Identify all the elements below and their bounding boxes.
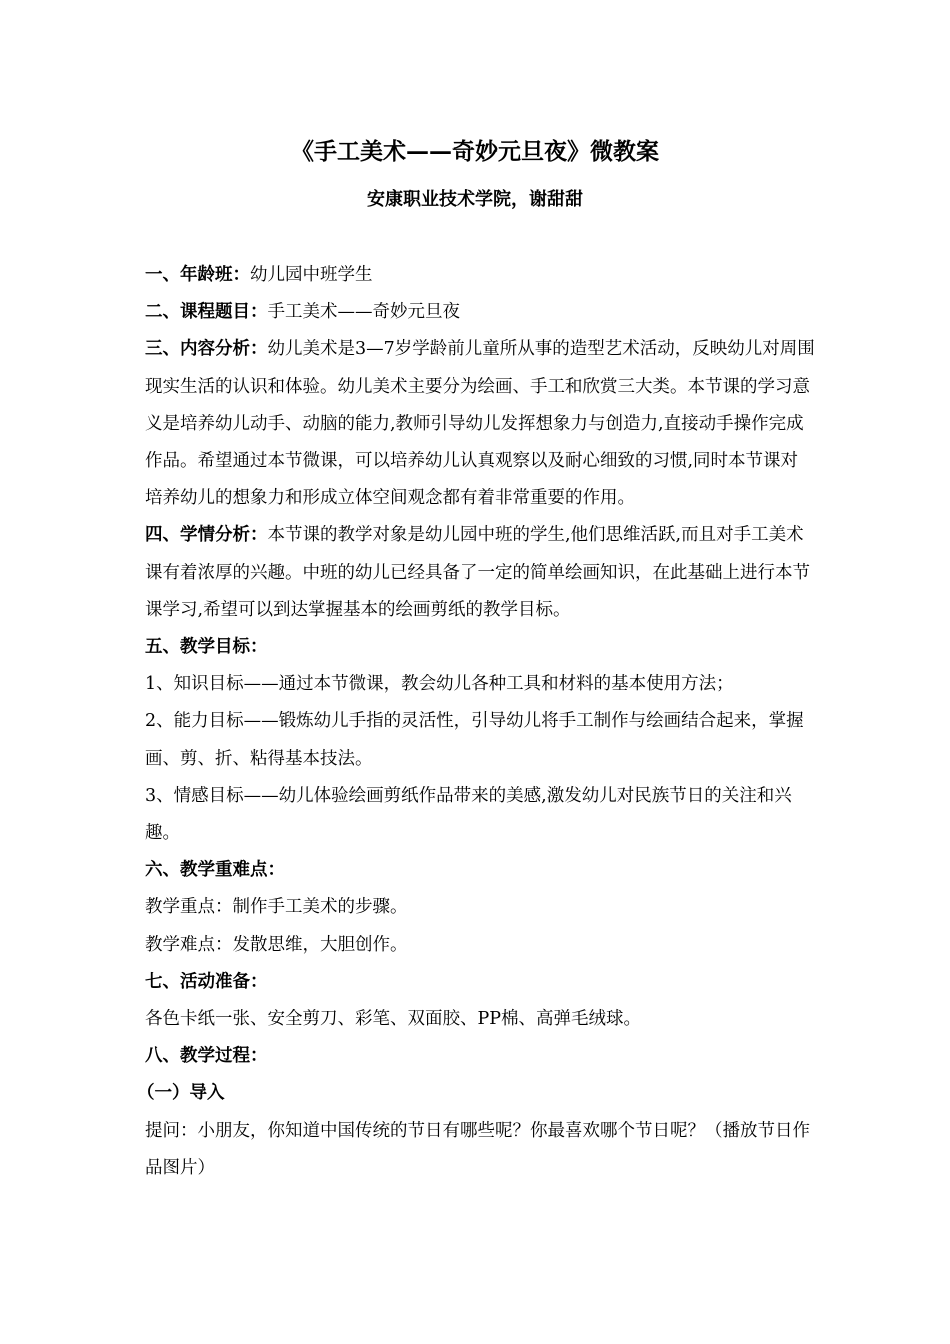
goal-knowledge: 1、知识目标——通过本节微课，教会幼儿各种工具和材料的基本使用方法； — [145, 674, 734, 695]
section-heading-key-points: 六、教学重难点： — [145, 860, 285, 881]
section-heading: 二、课程题目： — [145, 302, 268, 323]
key-point: 教学重点：制作手工美术的步骤。 — [145, 897, 408, 918]
section-heading: 一、年龄班： — [145, 265, 250, 285]
section-text: 本节课的教学对象是幼儿园中班的学生,他们思维活跃,而且对手工美术课有着浓厚的兴趣。中班的幼儿已经具备了一定的简单绘画知识，在此基础上进行本节课学习,希望可以到达掌握基本的绘画剪纸的教学目标。 — [145, 525, 810, 620]
difficult-point: 教学难点：发散思维，大胆创作。 — [145, 934, 408, 955]
section-heading: 三、内容分析： — [145, 339, 268, 360]
goal-emotion: 3、情感目标——幼儿体验绘画剪纸作品带来的美感,激发幼儿对民族节日的关注和兴趣。 — [145, 785, 792, 844]
section-text: 幼儿美术是3—7岁学龄前儿童所从事的造型艺术活动，反映幼儿对周围现实生活的认识和体验。幼儿美术主要分为绘画、手工和欣赏三大类。本节课的学习意义是培养幼儿动手、动脑的能力,教师引导幼儿发挥想象力与创造力,直接动手操作完成作品。希望通过本节微课，可以培养幼儿认真观察以及耐心细致的习惯,同时本节课对培养幼儿的想象力和形成立体空间观念都有着非常重要的作用。 — [145, 339, 815, 509]
introduction-text: 提问：小朋友，你知道中国传统的节日有哪些呢？你最喜欢哪个节日呢？（播放节日作品图片） — [145, 1120, 810, 1178]
section-age-group — [145, 257, 815, 294]
goal-ability: 2、能力目标——锻炼幼儿手指的灵活性，引导幼儿将手工制作与绘画结合起来，掌握画、剪、折、粘得基本技法。 — [145, 711, 804, 769]
section-content-analysis — [145, 331, 815, 517]
section-heading-preparation: 七、活动准备： — [145, 971, 268, 992]
section-learner-analysis — [145, 517, 815, 629]
section-heading-process: 八、教学过程： — [145, 1046, 268, 1067]
section-heading: 四、学情分析： — [145, 525, 268, 546]
section-heading-goals: 五、教学目标： — [145, 637, 268, 658]
section-text: 手工美术——奇妙元旦夜 — [267, 302, 460, 323]
preparation-materials: 各色卡纸一张、安全剪刀、彩笔、双面胶、PP棉、高弹毛绒球。 — [145, 1009, 642, 1030]
document-title: 《手工美术——奇妙元旦夜》微教案 — [291, 138, 659, 165]
document-body — [137, 257, 815, 1187]
section-text: 幼儿园中班学生 — [250, 265, 373, 285]
subsection-introduction: （一）导入 — [137, 1083, 225, 1104]
document-author: 安康职业技术学院，谢甜甜 — [367, 189, 583, 210]
section-course-title — [145, 294, 815, 331]
